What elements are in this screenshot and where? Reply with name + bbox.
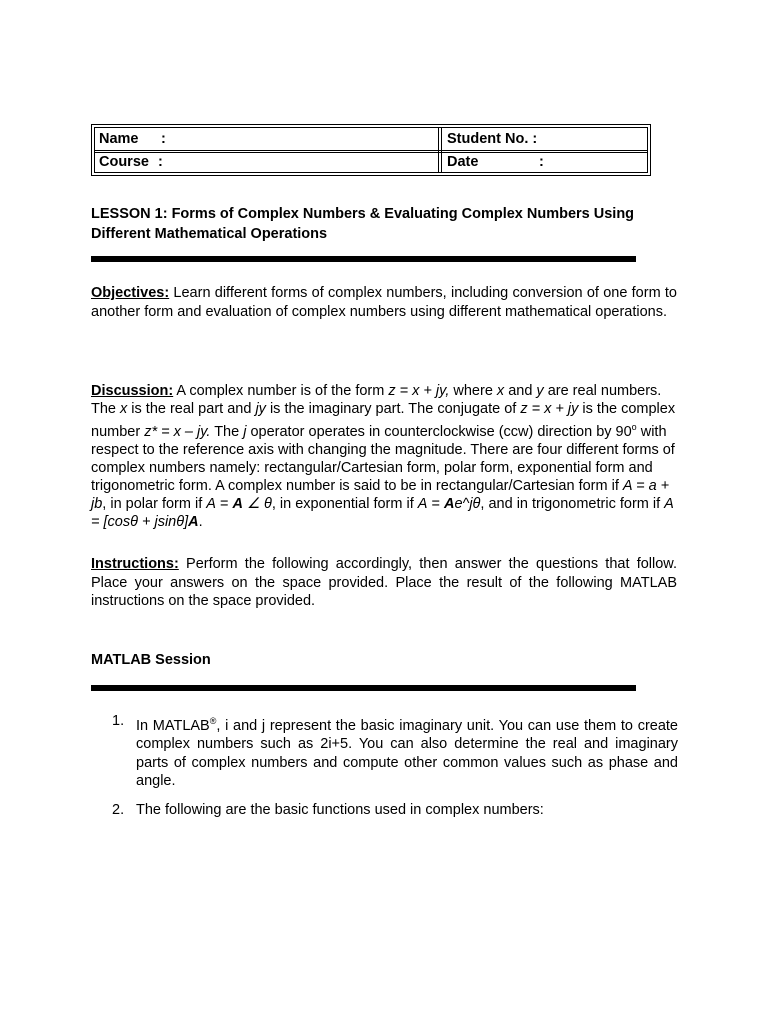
formula: z = x + jy, (388, 383, 450, 399)
student-info-table (91, 124, 651, 176)
discussion-text: A complex number is of the form (173, 383, 389, 399)
discussion-text: , and in trigonometric form if (480, 495, 665, 512)
formula: A = [cosθ + jsinθ] (91, 495, 674, 530)
variable: x (496, 383, 505, 399)
variable: y (536, 383, 544, 399)
discussion-text: = (215, 495, 233, 512)
section-rule (91, 256, 636, 262)
formula: A (417, 495, 428, 512)
list-text-part: , i and j represent the basic imaginary unit. You can use them to create complex numbers such as 2i+5. You can also determine the real and imaginary parts of complex numbers and compute other common values such as phase and angle. (136, 717, 678, 790)
name-label: Name (99, 131, 139, 147)
objectives-heading: Objectives: (91, 285, 170, 301)
list-item (112, 801, 678, 821)
objectives-text: Learn different forms of complex numbers, including conversion of one form to another form and evaluation of complex numbers using different mathematical operations. (91, 285, 677, 320)
discussion-text: . (198, 513, 203, 530)
discussion-text: and (504, 383, 537, 399)
instructions-text: Perform the following accordingly, then answer the questions that follow. Place your answers on the space provided. Place the result of the following MATLAB instructions on the space provided. (91, 556, 677, 609)
discussion-text: = (427, 495, 444, 512)
registered-mark: ® (209, 716, 217, 726)
table-row (95, 151, 647, 173)
list-text-part: In MATLAB (136, 717, 210, 734)
formula: A (206, 495, 216, 512)
variable: j (243, 423, 247, 440)
course-field[interactable] (95, 151, 439, 173)
lesson-title-line1: LESSON 1: Forms of Complex Numbers & Evaluating Complex Numbers Using (91, 206, 635, 222)
formula-bold: A (188, 513, 199, 530)
discussion-text: The (210, 423, 244, 440)
discussion-text: are real numbers. The (91, 383, 662, 417)
formula-bold: A (443, 495, 455, 512)
discussion-text: , in polar form if (102, 495, 207, 512)
formula-bold: A (232, 495, 243, 512)
discussion-text: , in exponential form if (271, 495, 418, 512)
discussion-text: with respect to the reference axis with changing the magnitude. There are four different forms of complex numbers namely: rectangular/Cartesian form, polar form, exponential form and trigonometric form. A complex number is said to be in rectangular/Cartesian form if (91, 423, 675, 494)
course-label: Course (99, 154, 149, 170)
discussion-text: where (449, 383, 497, 399)
variable: jy (255, 401, 266, 417)
discussion-heading: Discussion: (91, 383, 174, 399)
variable: x (120, 401, 128, 417)
formula: z* = x – jy. (144, 423, 211, 440)
list-text: The following are the basic functions used in complex numbers: (136, 802, 544, 818)
date-label: Date (447, 154, 479, 170)
lesson-title-line2: Different Mathematical Operations (91, 226, 328, 242)
discussion-text: is the real part and (127, 401, 256, 417)
discussion-text: operator operates in counterclockwise (ccw) direction by 90 (246, 423, 632, 440)
date-colon: : (539, 154, 544, 170)
date-field[interactable] (443, 151, 647, 173)
name-field[interactable] (95, 128, 439, 150)
instructions-paragraph (91, 555, 677, 611)
discussion-paragraph (91, 382, 681, 531)
name-colon: : (161, 131, 166, 147)
formula: z = x + jy (520, 401, 579, 417)
instructions-heading: Instructions: (91, 556, 179, 572)
discussion-text: is the imaginary part. The conjugate of (265, 401, 521, 417)
list-text (136, 712, 678, 791)
table-row (95, 128, 647, 153)
section-rule (91, 685, 636, 691)
matlab-section-title: MATLAB Session (91, 652, 211, 668)
formula: ∠ θ (242, 495, 272, 512)
lesson-title (91, 204, 691, 244)
degree-superscript: o (631, 422, 637, 432)
student-no-label: Student No. : (447, 131, 538, 147)
discussion-text: is the complex number (91, 401, 676, 440)
list-number: 1. (112, 713, 125, 729)
list-number: 2. (112, 802, 125, 818)
list-item (112, 712, 678, 792)
course-colon: : (158, 154, 163, 170)
student-no-field[interactable] (443, 128, 647, 150)
objectives-paragraph (91, 284, 677, 321)
formula: e^jθ (454, 495, 481, 512)
formula: A = a + jb (91, 477, 670, 512)
